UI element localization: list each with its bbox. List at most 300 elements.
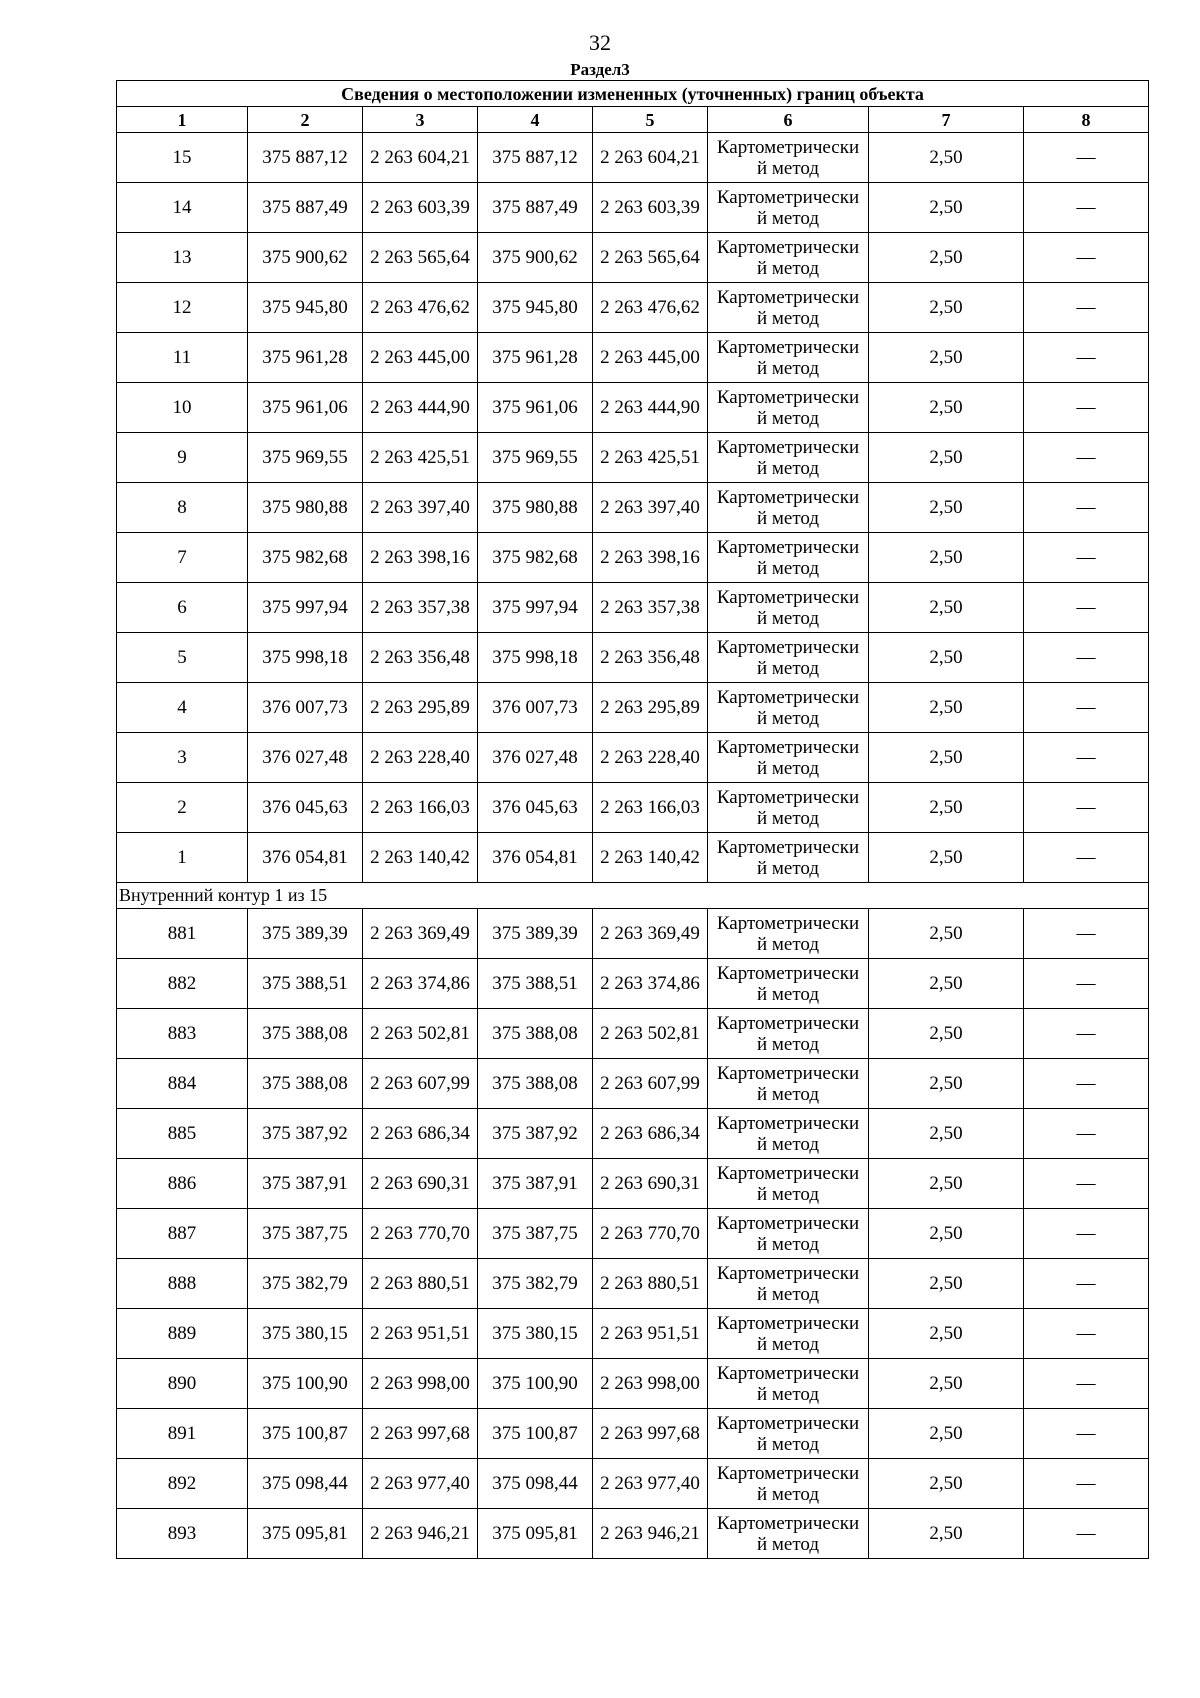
method-line-1: Картометрически: [716, 1412, 860, 1434]
existing-y-cell: 2 263 998,00: [363, 1359, 478, 1409]
existing-x-cell: 375 887,12: [248, 133, 363, 183]
existing-y-cell: 2 263 445,00: [363, 333, 478, 383]
refined-x-cell: 375 969,55: [478, 433, 593, 483]
point-number-cell: 884: [117, 1059, 248, 1109]
method-cell: [708, 1309, 869, 1359]
accuracy-cell: 2,50: [869, 1459, 1024, 1509]
method-line-1: Картометрически: [716, 686, 860, 708]
boundary-coordinates-table: [116, 80, 1149, 1559]
existing-x-cell: 375 998,18: [248, 633, 363, 683]
existing-x-cell: 375 098,44: [248, 1459, 363, 1509]
existing-x-cell: 375 900,62: [248, 233, 363, 283]
note-cell: —: [1024, 483, 1149, 533]
note-cell: —: [1024, 383, 1149, 433]
method-line-1: Картометрически: [716, 586, 860, 608]
note-cell: —: [1024, 133, 1149, 183]
method-line-1: Картометрически: [716, 636, 860, 658]
contour-label: Внутренний контур 1 из 15: [117, 883, 1149, 909]
point-number-cell: 12: [117, 283, 248, 333]
note-cell: —: [1024, 1409, 1149, 1459]
accuracy-cell: 2,50: [869, 1109, 1024, 1159]
refined-x-cell: 375 980,88: [478, 483, 593, 533]
refined-y-cell: 2 263 374,86: [593, 959, 708, 1009]
existing-y-cell: 2 263 607,99: [363, 1059, 478, 1109]
table-row: [117, 533, 1149, 583]
refined-x-cell: 375 887,49: [478, 183, 593, 233]
method-line-1: Картометрически: [716, 1062, 860, 1084]
existing-x-cell: 375 961,28: [248, 333, 363, 383]
method-cell: [708, 1409, 869, 1459]
existing-y-cell: 2 263 686,34: [363, 1109, 478, 1159]
refined-y-cell: 2 263 946,21: [593, 1509, 708, 1559]
existing-y-cell: 2 263 357,38: [363, 583, 478, 633]
table-row: [117, 383, 1149, 433]
accuracy-cell: 2,50: [869, 1009, 1024, 1059]
refined-x-cell: 375 945,80: [478, 283, 593, 333]
method-line-1: Картометрически: [716, 1112, 860, 1134]
column-header: 5: [593, 107, 708, 133]
method-line-1: Картометрически: [716, 1012, 860, 1034]
existing-x-cell: 375 387,75: [248, 1209, 363, 1259]
note-cell: —: [1024, 783, 1149, 833]
method-line-2: й метод: [756, 457, 820, 479]
refined-y-cell: 2 263 357,38: [593, 583, 708, 633]
method-cell: [708, 1259, 869, 1309]
table-row: [117, 1409, 1149, 1459]
refined-x-cell: 375 389,39: [478, 909, 593, 959]
point-number-cell: 881: [117, 909, 248, 959]
refined-y-cell: 2 263 425,51: [593, 433, 708, 483]
table-row: [117, 233, 1149, 283]
section-title: Раздел3: [570, 60, 630, 79]
existing-x-cell: 376 045,63: [248, 783, 363, 833]
method-line-2: й метод: [756, 807, 820, 829]
method-cell: [708, 233, 869, 283]
method-cell: [708, 683, 869, 733]
column-header: 8: [1024, 107, 1149, 133]
method-line-1: Картометрически: [716, 1462, 860, 1484]
existing-x-cell: 375 095,81: [248, 1509, 363, 1559]
existing-x-cell: 376 027,48: [248, 733, 363, 783]
refined-x-cell: 375 382,79: [478, 1259, 593, 1309]
existing-x-cell: 375 961,06: [248, 383, 363, 433]
note-cell: —: [1024, 733, 1149, 783]
method-line-2: й метод: [756, 1183, 820, 1205]
existing-x-cell: 375 380,15: [248, 1309, 363, 1359]
method-line-2: й метод: [756, 307, 820, 329]
note-cell: —: [1024, 959, 1149, 1009]
refined-y-cell: 2 263 369,49: [593, 909, 708, 959]
accuracy-cell: 2,50: [869, 1059, 1024, 1109]
refined-x-cell: 375 100,90: [478, 1359, 593, 1409]
existing-x-cell: 375 980,88: [248, 483, 363, 533]
method-line-2: й метод: [756, 1333, 820, 1355]
refined-y-cell: 2 263 998,00: [593, 1359, 708, 1409]
existing-y-cell: 2 263 166,03: [363, 783, 478, 833]
refined-y-cell: 2 263 295,89: [593, 683, 708, 733]
existing-x-cell: 375 387,92: [248, 1109, 363, 1159]
method-cell: [708, 783, 869, 833]
method-line-1: Картометрически: [716, 1312, 860, 1334]
method-cell: [708, 133, 869, 183]
method-cell: [708, 733, 869, 783]
column-header: 3: [363, 107, 478, 133]
refined-x-cell: 375 388,08: [478, 1059, 593, 1109]
existing-y-cell: 2 263 295,89: [363, 683, 478, 733]
method-line-2: й метод: [756, 933, 820, 955]
method-line-2: й метод: [756, 1233, 820, 1255]
note-cell: —: [1024, 183, 1149, 233]
existing-x-cell: 376 054,81: [248, 833, 363, 883]
accuracy-cell: 2,50: [869, 1209, 1024, 1259]
note-cell: —: [1024, 1309, 1149, 1359]
point-number-cell: 15: [117, 133, 248, 183]
existing-x-cell: 375 382,79: [248, 1259, 363, 1309]
refined-x-cell: 375 387,75: [478, 1209, 593, 1259]
table-row: [117, 1259, 1149, 1309]
method-cell: [708, 1509, 869, 1559]
refined-y-cell: 2 263 977,40: [593, 1459, 708, 1509]
refined-x-cell: 375 380,15: [478, 1309, 593, 1359]
method-line-1: Картометрически: [716, 962, 860, 984]
note-cell: —: [1024, 1359, 1149, 1409]
column-header: 7: [869, 107, 1024, 133]
accuracy-cell: 2,50: [869, 783, 1024, 833]
existing-y-cell: 2 263 140,42: [363, 833, 478, 883]
note-cell: —: [1024, 833, 1149, 883]
table-row: [117, 783, 1149, 833]
table-row: [117, 1509, 1149, 1559]
method-line-2: й метод: [756, 983, 820, 1005]
accuracy-cell: 2,50: [869, 1359, 1024, 1409]
refined-x-cell: 375 388,51: [478, 959, 593, 1009]
note-cell: —: [1024, 1109, 1149, 1159]
table-row: [117, 483, 1149, 533]
point-number-cell: 7: [117, 533, 248, 583]
existing-y-cell: 2 263 946,21: [363, 1509, 478, 1559]
table-row: [117, 433, 1149, 483]
existing-x-cell: 375 100,87: [248, 1409, 363, 1459]
method-line-1: Картометрически: [716, 336, 860, 358]
column-header: 6: [708, 107, 869, 133]
point-number-cell: 883: [117, 1009, 248, 1059]
existing-y-cell: 2 263 398,16: [363, 533, 478, 583]
method-line-1: Картометрически: [716, 1162, 860, 1184]
point-number-cell: 2: [117, 783, 248, 833]
table-row: [117, 1059, 1149, 1109]
note-cell: —: [1024, 1509, 1149, 1559]
method-cell: [708, 1009, 869, 1059]
refined-x-cell: 375 387,92: [478, 1109, 593, 1159]
note-cell: —: [1024, 633, 1149, 683]
point-number-cell: 5: [117, 633, 248, 683]
accuracy-cell: 2,50: [869, 1409, 1024, 1459]
point-number-cell: 889: [117, 1309, 248, 1359]
method-line-2: й метод: [756, 1383, 820, 1405]
refined-y-cell: 2 263 502,81: [593, 1009, 708, 1059]
method-cell: [708, 1209, 869, 1259]
table-row: [117, 1109, 1149, 1159]
page-number: 32: [589, 30, 611, 55]
accuracy-cell: 2,50: [869, 483, 1024, 533]
existing-x-cell: 375 387,91: [248, 1159, 363, 1209]
point-number-cell: 10: [117, 383, 248, 433]
refined-x-cell: 375 887,12: [478, 133, 593, 183]
refined-y-cell: 2 263 686,34: [593, 1109, 708, 1159]
column-header: 2: [248, 107, 363, 133]
refined-y-cell: 2 263 228,40: [593, 733, 708, 783]
accuracy-cell: 2,50: [869, 733, 1024, 783]
accuracy-cell: 2,50: [869, 533, 1024, 583]
method-line-2: й метод: [756, 257, 820, 279]
existing-y-cell: 2 263 397,40: [363, 483, 478, 533]
accuracy-cell: 2,50: [869, 433, 1024, 483]
method-line-2: й метод: [756, 1033, 820, 1055]
method-line-2: й метод: [756, 357, 820, 379]
method-line-1: Картометрически: [716, 736, 860, 758]
column-header: 1: [117, 107, 248, 133]
existing-x-cell: 375 388,08: [248, 1059, 363, 1109]
point-number-cell: 8: [117, 483, 248, 533]
note-cell: —: [1024, 1009, 1149, 1059]
refined-y-cell: 2 263 444,90: [593, 383, 708, 433]
refined-x-cell: 375 998,18: [478, 633, 593, 683]
method-cell: [708, 1059, 869, 1109]
existing-x-cell: 375 997,94: [248, 583, 363, 633]
existing-y-cell: 2 263 997,68: [363, 1409, 478, 1459]
table-row: [117, 333, 1149, 383]
existing-y-cell: 2 263 770,70: [363, 1209, 478, 1259]
method-line-1: Картометрически: [716, 386, 860, 408]
refined-y-cell: 2 263 140,42: [593, 833, 708, 883]
point-number-cell: 882: [117, 959, 248, 1009]
refined-x-cell: 375 387,91: [478, 1159, 593, 1209]
method-line-1: Картометрически: [716, 286, 860, 308]
method-cell: [708, 183, 869, 233]
existing-x-cell: 375 887,49: [248, 183, 363, 233]
table-row: [117, 1009, 1149, 1059]
method-cell: [708, 959, 869, 1009]
accuracy-cell: 2,50: [869, 133, 1024, 183]
method-line-2: й метод: [756, 157, 820, 179]
refined-x-cell: 375 388,08: [478, 1009, 593, 1059]
refined-x-cell: 375 098,44: [478, 1459, 593, 1509]
method-cell: [708, 1109, 869, 1159]
method-line-1: Картометрически: [716, 186, 860, 208]
table-row: [117, 633, 1149, 683]
point-number-cell: 888: [117, 1259, 248, 1309]
existing-y-cell: 2 263 374,86: [363, 959, 478, 1009]
existing-y-cell: 2 263 476,62: [363, 283, 478, 333]
existing-x-cell: 375 100,90: [248, 1359, 363, 1409]
point-number-cell: 887: [117, 1209, 248, 1259]
note-cell: —: [1024, 1159, 1149, 1209]
note-cell: —: [1024, 233, 1149, 283]
method-line-1: Картометрически: [716, 836, 860, 858]
existing-y-cell: 2 263 228,40: [363, 733, 478, 783]
refined-y-cell: 2 263 997,68: [593, 1409, 708, 1459]
point-number-cell: 1: [117, 833, 248, 883]
existing-x-cell: 375 388,08: [248, 1009, 363, 1059]
method-line-1: Картометрически: [716, 1362, 860, 1384]
refined-y-cell: 2 263 607,99: [593, 1059, 708, 1109]
note-cell: —: [1024, 583, 1149, 633]
table-row: [117, 1359, 1149, 1409]
method-line-2: й метод: [756, 1133, 820, 1155]
existing-y-cell: 2 263 369,49: [363, 909, 478, 959]
accuracy-cell: 2,50: [869, 909, 1024, 959]
method-line-2: й метод: [756, 1433, 820, 1455]
point-number-cell: 9: [117, 433, 248, 483]
existing-x-cell: 375 389,39: [248, 909, 363, 959]
method-line-2: й метод: [756, 857, 820, 879]
table-row: [117, 1159, 1149, 1209]
point-number-cell: 893: [117, 1509, 248, 1559]
table-row: [117, 833, 1149, 883]
existing-x-cell: 375 388,51: [248, 959, 363, 1009]
accuracy-cell: 2,50: [869, 1159, 1024, 1209]
point-number-cell: 3: [117, 733, 248, 783]
existing-y-cell: 2 263 502,81: [363, 1009, 478, 1059]
point-number-cell: 6: [117, 583, 248, 633]
point-number-cell: 891: [117, 1409, 248, 1459]
method-cell: [708, 583, 869, 633]
existing-y-cell: 2 263 977,40: [363, 1459, 478, 1509]
method-line-2: й метод: [756, 407, 820, 429]
point-number-cell: 13: [117, 233, 248, 283]
accuracy-cell: 2,50: [869, 1309, 1024, 1359]
existing-x-cell: 376 007,73: [248, 683, 363, 733]
existing-x-cell: 375 945,80: [248, 283, 363, 333]
method-line-1: Картометрически: [716, 1212, 860, 1234]
method-line-2: й метод: [756, 607, 820, 629]
accuracy-cell: 2,50: [869, 333, 1024, 383]
method-line-1: Картометрически: [716, 436, 860, 458]
method-cell: [708, 283, 869, 333]
note-cell: —: [1024, 1059, 1149, 1109]
refined-x-cell: 375 961,28: [478, 333, 593, 383]
refined-y-cell: 2 263 445,00: [593, 333, 708, 383]
refined-y-cell: 2 263 565,64: [593, 233, 708, 283]
accuracy-cell: 2,50: [869, 833, 1024, 883]
refined-y-cell: 2 263 603,39: [593, 183, 708, 233]
existing-y-cell: 2 263 690,31: [363, 1159, 478, 1209]
table-row: [117, 959, 1149, 1009]
accuracy-cell: 2,50: [869, 1259, 1024, 1309]
table-row: [117, 909, 1149, 959]
accuracy-cell: 2,50: [869, 959, 1024, 1009]
refined-y-cell: 2 263 880,51: [593, 1259, 708, 1309]
table-row: [117, 183, 1149, 233]
note-cell: —: [1024, 909, 1149, 959]
point-number-cell: 885: [117, 1109, 248, 1159]
point-number-cell: 4: [117, 683, 248, 733]
table-body: [117, 133, 1149, 1559]
table-caption: Сведения о местоположении измененных (уточненных) границ объекта: [117, 81, 1149, 107]
existing-x-cell: 375 969,55: [248, 433, 363, 483]
refined-x-cell: 376 027,48: [478, 733, 593, 783]
refined-y-cell: 2 263 476,62: [593, 283, 708, 333]
method-line-2: й метод: [756, 1283, 820, 1305]
method-line-2: й метод: [756, 507, 820, 529]
note-cell: —: [1024, 683, 1149, 733]
method-cell: [708, 1159, 869, 1209]
note-cell: —: [1024, 333, 1149, 383]
accuracy-cell: 2,50: [869, 383, 1024, 433]
existing-y-cell: 2 263 356,48: [363, 633, 478, 683]
method-line-1: Картометрически: [716, 536, 860, 558]
accuracy-cell: 2,50: [869, 683, 1024, 733]
note-cell: —: [1024, 1209, 1149, 1259]
refined-y-cell: 2 263 397,40: [593, 483, 708, 533]
method-line-2: й метод: [756, 1483, 820, 1505]
refined-x-cell: 375 982,68: [478, 533, 593, 583]
accuracy-cell: 2,50: [869, 233, 1024, 283]
refined-x-cell: 376 045,63: [478, 783, 593, 833]
point-number-cell: 886: [117, 1159, 248, 1209]
column-header-row: [117, 107, 1149, 133]
column-header: 4: [478, 107, 593, 133]
point-number-cell: 14: [117, 183, 248, 233]
accuracy-cell: 2,50: [869, 1509, 1024, 1559]
contour-label-row: [117, 883, 1149, 909]
note-cell: —: [1024, 283, 1149, 333]
existing-y-cell: 2 263 880,51: [363, 1259, 478, 1309]
refined-x-cell: 375 100,87: [478, 1409, 593, 1459]
method-line-2: й метод: [756, 557, 820, 579]
existing-y-cell: 2 263 425,51: [363, 433, 478, 483]
note-cell: —: [1024, 1259, 1149, 1309]
method-cell: [708, 1459, 869, 1509]
method-line-2: й метод: [756, 1083, 820, 1105]
point-number-cell: 890: [117, 1359, 248, 1409]
existing-x-cell: 375 982,68: [248, 533, 363, 583]
method-line-1: Картометрически: [716, 486, 860, 508]
refined-y-cell: 2 263 398,16: [593, 533, 708, 583]
method-line-1: Картометрически: [716, 236, 860, 258]
method-cell: [708, 533, 869, 583]
refined-x-cell: 376 054,81: [478, 833, 593, 883]
refined-x-cell: 375 900,62: [478, 233, 593, 283]
existing-y-cell: 2 263 951,51: [363, 1309, 478, 1359]
method-cell: [708, 433, 869, 483]
refined-y-cell: 2 263 166,03: [593, 783, 708, 833]
refined-y-cell: 2 263 770,70: [593, 1209, 708, 1259]
method-line-2: й метод: [756, 757, 820, 779]
refined-y-cell: 2 263 951,51: [593, 1309, 708, 1359]
accuracy-cell: 2,50: [869, 633, 1024, 683]
method-cell: [708, 333, 869, 383]
method-cell: [708, 383, 869, 433]
method-line-1: Картометрически: [716, 786, 860, 808]
method-line-2: й метод: [756, 707, 820, 729]
refined-x-cell: 376 007,73: [478, 683, 593, 733]
existing-y-cell: 2 263 603,39: [363, 183, 478, 233]
accuracy-cell: 2,50: [869, 183, 1024, 233]
table-row: [117, 1309, 1149, 1359]
method-line-2: й метод: [756, 207, 820, 229]
note-cell: —: [1024, 1459, 1149, 1509]
method-cell: [708, 833, 869, 883]
table-row: [117, 283, 1149, 333]
refined-y-cell: 2 263 690,31: [593, 1159, 708, 1209]
method-line-1: Картометрически: [716, 1512, 860, 1534]
existing-y-cell: 2 263 604,21: [363, 133, 478, 183]
table-row: [117, 1459, 1149, 1509]
table-row: [117, 133, 1149, 183]
method-line-1: Картометрически: [716, 1262, 860, 1284]
method-cell: [708, 1359, 869, 1409]
